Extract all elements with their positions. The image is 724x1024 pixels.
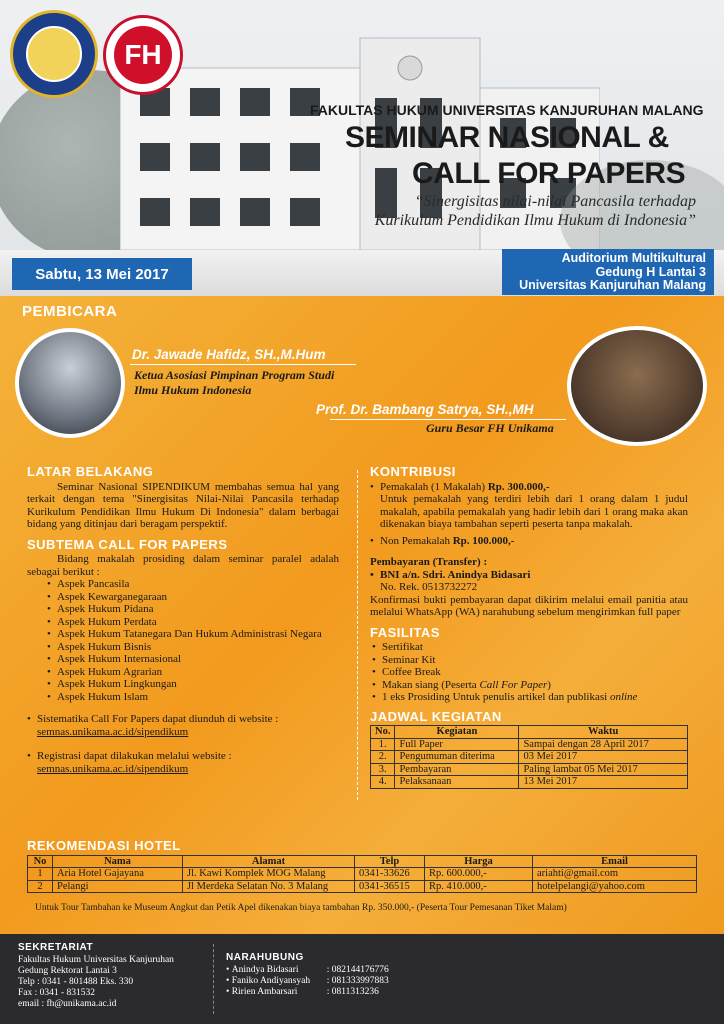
non-pemakalah-item: • Non Pemakalah Rp. 100.000,- (380, 535, 688, 548)
sekretariat-line: Telp : 0341 - 801488 Eks. 330 (18, 977, 134, 987)
list-item: • Seminar Kit (382, 654, 688, 667)
table-row: 1. Full Paper Sampai dengan 28 April 2017 (371, 738, 688, 751)
event-venue: Auditorium Multikultural Gedung H Lantai 3 Universitas Kanjuruhan Malang (502, 249, 714, 295)
header-banner (0, 0, 724, 250)
table-row: 1 Aria Hotel Gajayana Jl. Kawi Komplek MOG Malang 0341-33626 Rp. 600.000,- ariahti@gmail.com (28, 868, 697, 881)
list-item: • Aspek Hukum Perdata (57, 616, 339, 629)
contact-row: • Faniko Andiyansyah : 081333997883 (226, 976, 389, 986)
speaker1-role: Ketua Asosiasi Pimpinan Program Studi Ilmu Hukum Indonesia (134, 368, 335, 397)
sistematika-text: • Sistematika Call For Papers dapat diunduh di website : semnas.unikama.ac.id/sipendikum (37, 713, 339, 738)
subtema-intro: Bidang makalah prosiding dalam seminar paralel adalah sebagai berikut : (27, 553, 339, 578)
sistematika-list (37, 713, 339, 775)
sekretariat-email: email : fh@unikama.ac.id (18, 999, 117, 1009)
sistematika-link[interactable]: semnas.unikama.ac.id/sipendikum (37, 725, 189, 738)
footer (0, 934, 724, 1024)
list-item: • Aspek Hukum Tatanegara Dan Hukum Administrasi Negara (57, 628, 339, 641)
fasilitas-list (382, 641, 688, 704)
sekretariat-heading: SEKRETARIAT (18, 942, 94, 953)
subtema-list (57, 578, 339, 703)
list-item: • Aspek Hukum Bisnis (57, 641, 339, 654)
contact-row: • Ririen Ambarsari : 0811313236 (226, 987, 379, 997)
speaker1-name: Dr. Jawade Hafidz, SH.,M.Hum (132, 347, 326, 362)
list-item: • Aspek Kewarganegaraan (57, 591, 339, 604)
list-item: • Coffee Break (382, 666, 688, 679)
table-header-row: No Nama Alamat Telp Harga Email (28, 855, 697, 868)
list-item: • 1 eks Prosiding Untuk penulis artikel dan publikasi online (382, 691, 688, 704)
event-date: Sabtu, 13 Mei 2017 (12, 258, 192, 290)
table-row: 3. Pembayaran Paling lambat 05 Mei 2017 (371, 763, 688, 776)
list-item: • Aspek Hukum Islam (57, 691, 339, 704)
speaker1-photo (15, 328, 125, 438)
table-row: 4. Pelaksanaan 13 Mei 2017 (371, 776, 688, 789)
speaker2-photo (567, 326, 707, 446)
table-row: 2. Pengumuman diterima 03 Mei 2017 (371, 751, 688, 764)
list-item: • Aspek Hukum Internasional (57, 653, 339, 666)
konfirmasi-text: Konfirmasi bukti pembayaran dapat dikirim melalui email panitia atau melalui WhatsApp (WA) narahubung sebelum mengirimkan full paper (370, 593, 688, 618)
latar-heading: LATAR BELAKANG (27, 464, 154, 479)
list-item: • Sertifikat (382, 641, 688, 654)
list-item: • Aspek Hukum Pidana (57, 603, 339, 616)
faculty-name: FAKULTAS HUKUM UNIVERSITAS KANJURUHAN MALANG (310, 102, 704, 118)
bank-account: • BNI a/n. Sdri. Anindya Bidasari (380, 569, 688, 582)
hotel-section (27, 840, 697, 915)
fasilitas-heading: FASILITAS (370, 624, 440, 640)
latar-text: Seminar Nasional SIPENDIKUM membahas semua hal yang terkait dengan tema "Sinergisitas Nilai-Nilai Pancasila terhadap Kurikulum Pendidikan Ilmu Hukum Di Indonesia" dalam berbagai bidang yang ditinjau dari beragam perspektif. (27, 480, 339, 530)
pembayaran-heading: Pembayaran (Transfer) : (370, 556, 488, 568)
sekretariat-line: Fakultas Hukum Universitas Kanjuruhan (18, 955, 174, 965)
faculty-logo: FH (103, 15, 183, 95)
narahubung-block (226, 952, 466, 998)
left-column (27, 466, 339, 775)
list-item: • Makan siang (Peserta Call For Paper) (382, 679, 688, 692)
list-item: • Aspek Hukum Agrarian (57, 666, 339, 679)
divider (130, 364, 356, 365)
jadwal-heading: JADWAL KEGIATAN (370, 708, 502, 724)
sekretariat-line: Gedung Rektorat Lantai 3 (18, 966, 117, 976)
right-column (370, 466, 688, 789)
registrasi-link[interactable]: semnas.unikama.ac.id/sipendikum (37, 762, 189, 775)
kontribusi-list (380, 481, 688, 548)
seminar-title-line2: CALL FOR PAPERS (412, 157, 686, 190)
pembayaran-list (380, 569, 688, 582)
narahubung-heading: NARAHUBUNG (226, 952, 304, 963)
speakers-heading: PEMBICARA (22, 303, 118, 320)
table-row: 2 Pelangi Jl Merdeka Selatan No. 3 Malang 0341-36515 Rp. 410.000,- hotelpelangi@yahoo.com (28, 880, 697, 893)
table-header-row: No. Kegiatan Waktu (371, 726, 688, 739)
seminar-theme: “Sinergisitas nilai-nilai Pancasila terhadap Kurikulum Pendidikan Ilmu Hukum di Indonesia” (374, 193, 696, 229)
sekretariat-line: Fax : 0341 - 831532 (18, 988, 96, 998)
sekretariat-block (18, 942, 208, 1010)
subtema-heading: SUBTEMA CALL FOR PAPERS (27, 536, 228, 552)
divider (330, 419, 566, 420)
account-number: No. Rek. 0513732272 (380, 581, 478, 593)
university-logo (10, 10, 98, 98)
column-divider (357, 470, 358, 800)
speaker2-role: Guru Besar FH Unikama (426, 421, 554, 435)
seminar-title: SEMINAR NASIONAL & (345, 121, 669, 154)
kontribusi-heading: KONTRIBUSI (370, 464, 456, 479)
hotel-heading: REKOMENDASI HOTEL (27, 838, 181, 853)
hotel-table (27, 855, 697, 894)
contact-row: • Anindya Bidasari : 082144176776 (226, 965, 389, 975)
pemakalah-note: Untuk pemakalah yang terdiri lebih dari 1 orang dalam 1 judul makalah, apabila pemakalah yang hadir lebih dari 1 orang maka akan dikenakan biaya tambahan seperti peserta tanpa makalah. (380, 493, 688, 530)
divider (213, 944, 214, 1014)
pemakalah-item: • Pemakalah (1 Makalah) Rp. 300.000,- Untuk pemakalah yang terdiri lebih dari 1 orang dalam 1 judul makalah, apabila pemakalah yang hadir lebih dari 1 orang maka akan dikenakan biaya tambahan seperti peserta tanpa makalah. (380, 481, 688, 531)
list-item: • Aspek Pancasila (57, 578, 339, 591)
tour-note: Untuk Tour Tambahan ke Museum Angkut dan Petik Apel dikenakan biaya tambahan Rp. 350.000,- (Peserta Tour Pemesanan Tiket Malam) (35, 903, 567, 913)
schedule-table (370, 725, 688, 789)
list-item: • Aspek Hukum Lingkungan (57, 678, 339, 691)
speaker2-name: Prof. Dr. Bambang Satrya, SH.,MH (316, 402, 534, 417)
registrasi-text: • Registrasi dapat dilakukan melalui website : semnas.unikama.ac.id/sipendikum (37, 750, 339, 775)
